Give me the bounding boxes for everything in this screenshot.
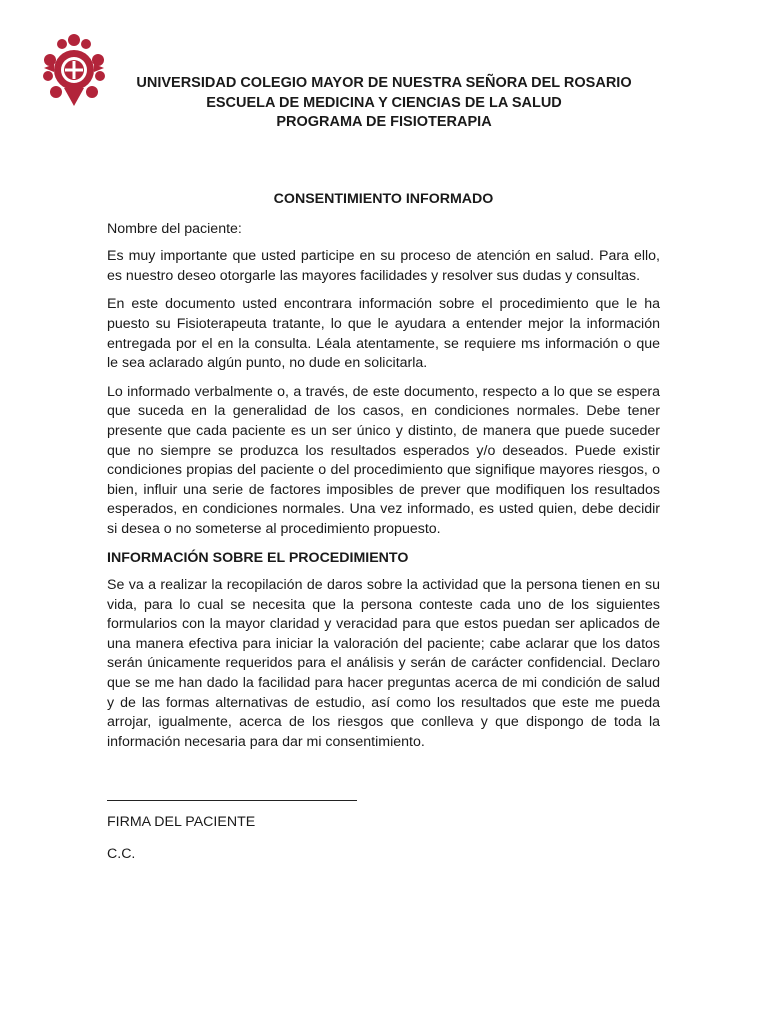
paragraph-intro: Es muy importante que usted participe en su proceso de atención en salud. Para ello, es nuestro deseo otorgarle las mayores facilidades y resolver sus dudas y consultas.	[107, 248, 660, 284]
document-title: CONSENTIMIENTO INFORMADO	[273, 191, 494, 207]
paragraph-document-info: En este documento usted encontrara información sobre el procedimiento que le ha puesto su Fisioterapeuta tratante, lo que le ayudara a entender mejor la información entregada por el en la consulta. Léala atentamente, se requiere ms información o que le sea aclarado algún punto, no dude en solicitarla.	[107, 296, 660, 372]
document-header	[0, 74, 768, 133]
signature-label: FIRMA DEL PACIENTE	[107, 814, 256, 831]
program-name: PROGRAMA DE FISIOTERAPIA	[276, 114, 492, 130]
document-body	[107, 190, 660, 877]
signature-line	[107, 786, 357, 801]
id-label: C.C.	[107, 846, 136, 863]
section-title: INFORMACIÓN SOBRE EL PROCEDIMIENTO	[107, 549, 409, 566]
paragraph-procedure: Se va a realizar la recopilación de daros sobre la actividad que la persona tienen en su vida, para lo cual se necesita que la persona conteste cada uno de los siguientes formularios con la mayor claridad y veracidad para que estos puedan ser aplicados de una manera efectiva para iniciar la valoración del paciente; cabe aclarar que los datos serán únicamente requeridos para el análisis y serán de carácter confidencial. Declaro que se me han dado la facilidad para hacer preguntas acerca de mi condición de salud y de las formas alternativas de estudio, así como los resultados que este me pueda arrojar, igualmente, acerca de los riesgos que conlleva y que dispongo de toda la información necesaria para dar mi consentimiento.	[107, 577, 660, 750]
patient-name-label: Nombre del paciente:	[107, 220, 242, 237]
paragraph-verbal-info: Lo informado verbalmente o, a través, de este documento, respecto a lo que se espera que suceda en la generalidad de los casos, en condiciones normales. Debe tener presente que cada paciente es un ser único y distinto, de manera que puede suceder que no siempre se produzca los resultados esperados y/o deseados. Puede existir condiciones propias del paciente o del procedimiento que signifique mayores riesgos, o bien, influir una serie de factores imposibles de prever que modifiquen los resultados esperados, en condiciones normales. Una vez informado, es usted quien, debe decidir si desea o no someterse al procedimiento propuesto.	[107, 383, 660, 537]
signature-block	[107, 786, 660, 864]
school-name: ESCUELA DE MEDICINA Y CIENCIAS DE LA SALUD	[206, 94, 562, 111]
university-name: UNIVERSIDAD COLEGIO MAYOR DE NUESTRA SEÑORA DEL ROSARIO	[136, 75, 632, 91]
